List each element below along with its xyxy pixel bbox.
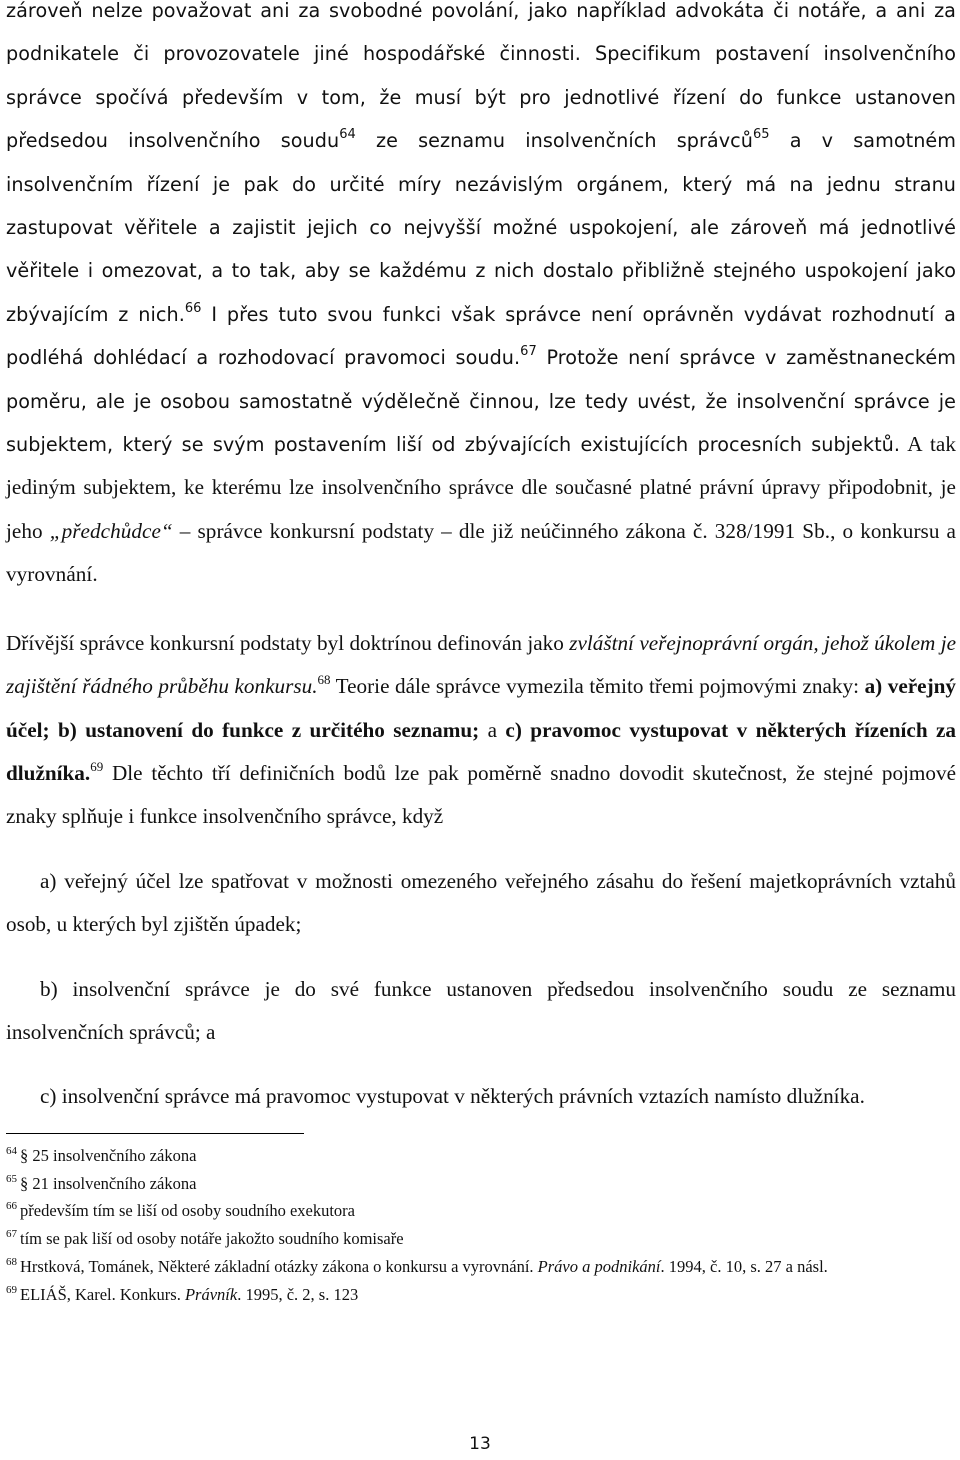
text-run: Protože není správce v zaměstnaneckém poměru, ale je osobou samostatně výdělečně činnou, lze tedy uvést, že insolvenční správce je subjektem, který se svým postavením liší od zbývajících existujících procesních subjektů.	[6, 346, 956, 457]
footnote-journal: Právník	[184, 1284, 238, 1304]
footnote-text: tím se pak liší od osoby notáře jakožto soudního komisaře	[20, 1229, 404, 1249]
footnote-ref-68[interactable]: 68	[317, 672, 331, 688]
text-run: I přes tuto svou funkci však správce není oprávněn vydávat rozhodnutí a podléhá dohlédací a rozhodovací pravomoci soudu.	[6, 302, 956, 370]
italic-run: zvláštní veřejnoprávní orgán, jehož úkolem je zajištění řádného průběhu konkursu.	[6, 630, 957, 699]
text-run: ze seznamu insolvenčních správců	[355, 129, 753, 153]
text-run: zároveň nelze považovat ani za svobodné povolání, jako například advokáta či notáře, a ani za podnikatele či provozovatele jiné hospodářské činnosti. Specifikum postavení insolvenčního správce spočívá především v tom, že musí být pro jednotlivé řízení do funkce ustanoven předsedou insolvenčního soudu	[6, 0, 956, 153]
footnote	[6, 1225, 956, 1253]
paragraph-gap	[6, 1054, 956, 1075]
footnote-number: 66	[6, 1200, 17, 1213]
footnote-text: především tím se liší od osoby soudního exekutora	[20, 1201, 356, 1221]
footnote	[6, 1142, 956, 1170]
bold-run: a) veřejný účel; b) ustanovení do funkce z určitého seznamu;	[6, 674, 957, 742]
footnotes	[6, 1142, 956, 1309]
paragraph-2	[6, 622, 956, 839]
footnote-text: . 1994, č. 10, s. 27 a násl.	[660, 1256, 828, 1276]
footnote-text: ELIÁŠ, Karel. Konkurs.	[20, 1284, 185, 1304]
text-run: Teorie dále správce vymezila těmito třemi pojmovými znaky:	[330, 674, 865, 699]
footnote	[6, 1281, 956, 1309]
section-icon: §	[20, 1173, 29, 1193]
footnote-number: 68	[6, 1255, 17, 1268]
footnote-separator	[6, 1133, 304, 1134]
footnote-ref-66[interactable]: 66	[184, 300, 202, 316]
text-run: a	[479, 717, 506, 742]
footnote-number: 69	[6, 1283, 17, 1296]
footnote-number: 67	[6, 1228, 17, 1241]
document-page	[6, 0, 956, 1309]
paragraph-1	[6, 0, 956, 597]
italic-run: „předchůdce“	[49, 518, 173, 543]
footnote	[6, 1170, 956, 1198]
footnote-text: 25 insolvenčního zákona	[32, 1145, 197, 1165]
page-number: 13	[469, 1434, 491, 1454]
text-run: A tak jediným subjektem, ke kterému lze insolvenčního správce dle současné platné právní úpravy připodobnit, je jeho	[6, 432, 956, 543]
paragraph-gap	[6, 597, 956, 622]
footnote-ref-67[interactable]: 67	[520, 344, 537, 360]
footnote	[6, 1253, 956, 1281]
footnote-number: 65	[6, 1172, 17, 1185]
bold-run: c) pravomoc vystupovat v některých řízeních za dlužníka.	[6, 717, 957, 785]
footnote-journal: Právo a podnikání	[537, 1256, 661, 1276]
footnote-ref-69[interactable]: 69	[90, 758, 104, 774]
footnote-text: . 1995, č. 2, s. 123	[237, 1284, 359, 1304]
section-icon: §	[20, 1145, 29, 1165]
footnote-number: 64	[6, 1144, 17, 1157]
list-item: a) veřejný účel lze spatřovat v možnosti omezeného veřejného zásahu do řešení majetkoprávních vztahů osob, u kterých byl zjištěn úpadek;	[6, 868, 956, 937]
paragraph-gap	[6, 947, 956, 968]
text-run: Dle těchto tří definičních bodů lze pak poměrně snadno dovodit skutečnost, že stejné pojmové znaky splňuje i funkce insolvenčního správce, když	[6, 760, 956, 829]
footnote	[6, 1197, 956, 1225]
footnote-ref-65[interactable]: 65	[752, 127, 770, 143]
paragraph-gap	[6, 839, 956, 860]
text-run: – správce konkursní podstaty – dle již neúčinného zákona č. 328/1991 Sb., o konkursu a vyrovnání.	[6, 518, 957, 587]
footnote-text: 21 insolvenčního zákona	[32, 1173, 197, 1193]
footnote-text: Hrstková, Tománek, Některé základní otázky zákona o konkursu a vyrovnání.	[20, 1256, 538, 1276]
footnote-ref-64[interactable]: 64	[339, 127, 356, 143]
text-run: Dřívější správce konkursní podstaty byl doktrínou definován jako	[6, 630, 570, 655]
list-item: b) insolvenční správce je do své funkce ustanoven předsedou insolvenčního soudu ze seznamu insolvenčních správců; a	[6, 976, 956, 1044]
text-run: a v samotném insolvenčním řízení je pak do určité míry nezávislým orgánem, který má na jednu stranu zastupovat věřitele a zajistit jejich co nejvyšší možné uspokojení, ale zároveň má jednotlivé věřitele i omezovat, a to tak, aby se každému z nich dostalo přibližně stejného uspokojení jako zbývajícím z nich.	[6, 129, 956, 326]
list-item: c) insolvenční správce má pravomoc vystupovat v některých právních vztazích namísto dlužníka.	[40, 1084, 865, 1109]
